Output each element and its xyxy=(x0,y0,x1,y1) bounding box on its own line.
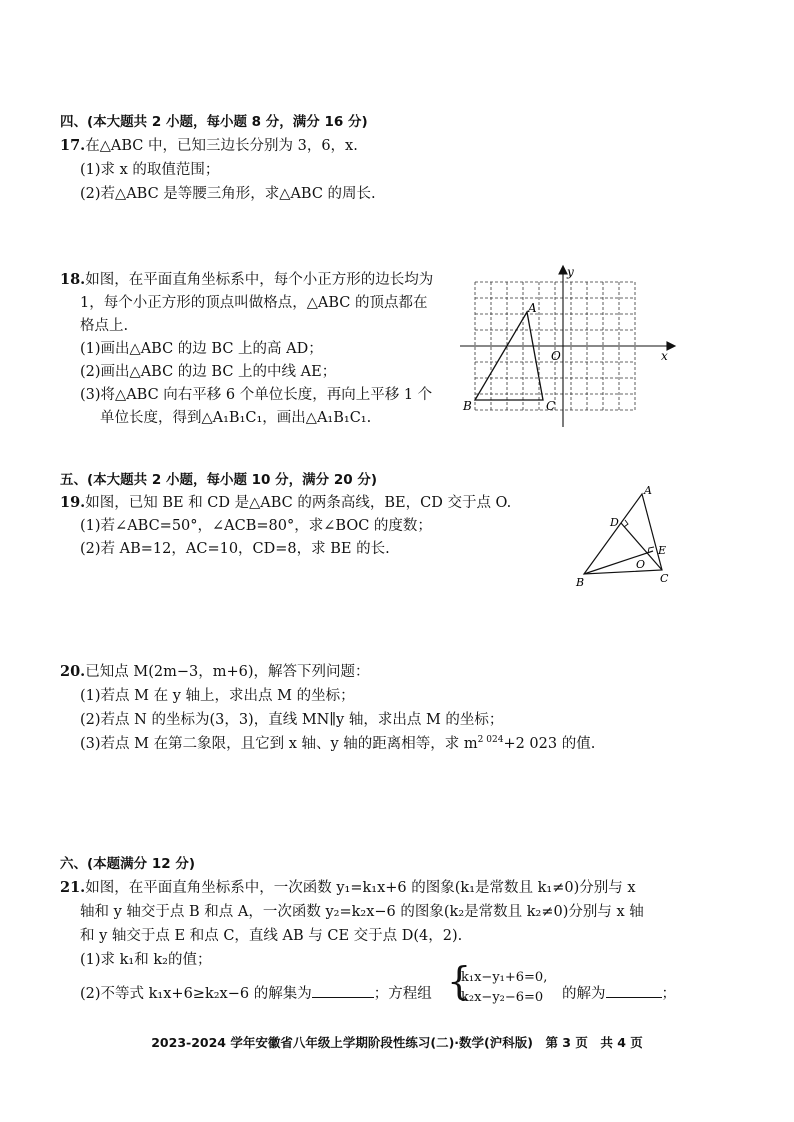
point-a-label: A xyxy=(644,484,652,497)
origin-label: O xyxy=(551,349,561,363)
page-footer: 2023-2024 学年安徽省八年级上学期阶段性练习(二)·数学(沪科版) 第 3 页 共 4 页 xyxy=(151,1035,643,1050)
point-c-label: C xyxy=(546,399,556,413)
question-21-line-3: 和 y 轴交于点 E 和点 C，直线 AB 与 CE 交于点 D(4，2). xyxy=(80,928,463,944)
question-text: 如图，在平面直角坐标系中，一次函数 y₁=k₁x+6 的图象(k₁是常数且 k₁≠0)分别与 x xyxy=(85,880,636,896)
system-equation-1: k₁x−y₁+6=0, xyxy=(461,970,548,985)
equation-system xyxy=(447,959,557,1010)
question-19-part-1: (1)若∠ABC=50°，∠ACB=80°，求∠BOC 的度数； xyxy=(80,518,432,534)
part-3-text: (3)若点 M 在第二象限，且它到 x 轴、y 轴的距离相等，求 m xyxy=(80,736,478,752)
question-18-grid-figure xyxy=(455,262,685,432)
question-19-stem xyxy=(60,491,511,512)
question-20-part-2: (2)若点 N 的坐标为(3，3)，直线 MN∥y 轴，求出点 M 的坐标； xyxy=(80,712,504,728)
triangle-abc xyxy=(475,312,543,400)
brace-glyph: { xyxy=(447,959,472,1003)
question-21-part-2-tail xyxy=(562,982,676,1003)
point-e-label: E xyxy=(658,544,667,557)
part-2-end: ； xyxy=(661,986,676,1002)
section-heading-4: 四、(本大题共 2 小题，每小题 8 分，满分 16 分) xyxy=(60,114,368,130)
question-number: 18. xyxy=(60,271,86,288)
question-number: 19. xyxy=(60,494,86,511)
question-18-part-3: (3)将△ABC 向右平移 6 个单位长度，再向上平移 1 个 xyxy=(80,387,433,403)
question-21-line-2: 轴和 y 轴交于点 B 和点 A，一次函数 y₂=k₂x−6 的图象(k₂是常数且 k₂≠0)分别与 x 轴 xyxy=(80,904,644,920)
part-2-text: (2)不等式 k₁x+6≥k₂x−6 的解集为 xyxy=(80,986,312,1002)
x-axis-label: x xyxy=(661,349,668,363)
question-text: 已知点 M(2m−3，m+6)，解答下列问题： xyxy=(85,664,370,680)
question-21-stem xyxy=(60,876,636,897)
question-text: 在△ABC 中，已知三边长分别为 3，6，x. xyxy=(85,138,358,154)
exponent: 2 024 xyxy=(477,735,504,746)
point-b-label: B xyxy=(463,399,472,413)
answer-blank-inequality[interactable] xyxy=(312,983,374,998)
system-equation-2: k₂x−y₂−6=0 xyxy=(461,990,544,1005)
question-19-triangle-figure xyxy=(570,482,680,592)
question-18-stem-line-3: 格点上. xyxy=(80,318,129,334)
question-text: 如图，在平面直角坐标系中，每个小正方形的边长均为 xyxy=(85,272,434,288)
answer-blank-system[interactable] xyxy=(606,983,662,998)
part-2-text-system: ；方程组 xyxy=(373,986,432,1002)
y-axis-label: y xyxy=(567,265,574,279)
question-18-stem xyxy=(60,268,433,289)
question-21-part-2 xyxy=(80,982,432,1003)
section-heading-5: 五、(本大题共 2 小题，每小题 10 分，满分 20 分) xyxy=(60,472,378,488)
point-c-label: C xyxy=(660,572,669,585)
point-o-label: O xyxy=(636,558,646,571)
part-2-solution-text: 的解为 xyxy=(562,986,606,1002)
question-18-part-1: (1)画出△ABC 的边 BC 上的高 AD； xyxy=(80,341,323,357)
question-number: 17. xyxy=(60,137,86,154)
question-text: 如图，已知 BE 和 CD 是△ABC 的两条高线，BE，CD 交于点 O. xyxy=(85,495,512,511)
question-number: 20. xyxy=(60,663,86,680)
question-17-part-2: (2)若△ABC 是等腰三角形，求△ABC 的周长. xyxy=(80,186,376,202)
question-21-part-1: (1)求 k₁和 k₂的值； xyxy=(80,952,212,968)
section-heading-6: 六、(本题满分 12 分) xyxy=(60,856,196,872)
question-19-part-2: (2)若 AB=12，AC=10，CD=8，求 BE 的长. xyxy=(80,541,390,557)
question-number: 21. xyxy=(60,879,86,896)
point-d-label: D xyxy=(610,516,619,529)
question-18-part-3-line-2: 单位长度，得到△A₁B₁C₁，画出△A₁B₁C₁. xyxy=(100,410,372,426)
question-17-part-1: (1)求 x 的取值范围； xyxy=(80,162,220,178)
question-18-part-2: (2)画出△ABC 的边 BC 上的中线 AE； xyxy=(80,364,337,380)
question-18-stem-line-2: 1，每个小正方形的顶点叫做格点，△ABC 的顶点都在 xyxy=(80,295,428,311)
question-20-part-1: (1)若点 M 在 y 轴上，求出点 M 的坐标； xyxy=(80,688,355,704)
right-angle-mark-d xyxy=(624,520,628,527)
triangle-abc xyxy=(584,494,662,574)
question-17-stem xyxy=(60,134,358,155)
question-20-part-3 xyxy=(80,732,595,753)
part-3-text-end: +2 023 的值. xyxy=(503,736,596,752)
point-a-label: A xyxy=(528,301,537,315)
question-20-stem xyxy=(60,660,369,681)
axes xyxy=(460,266,675,427)
point-b-label: B xyxy=(576,576,585,589)
